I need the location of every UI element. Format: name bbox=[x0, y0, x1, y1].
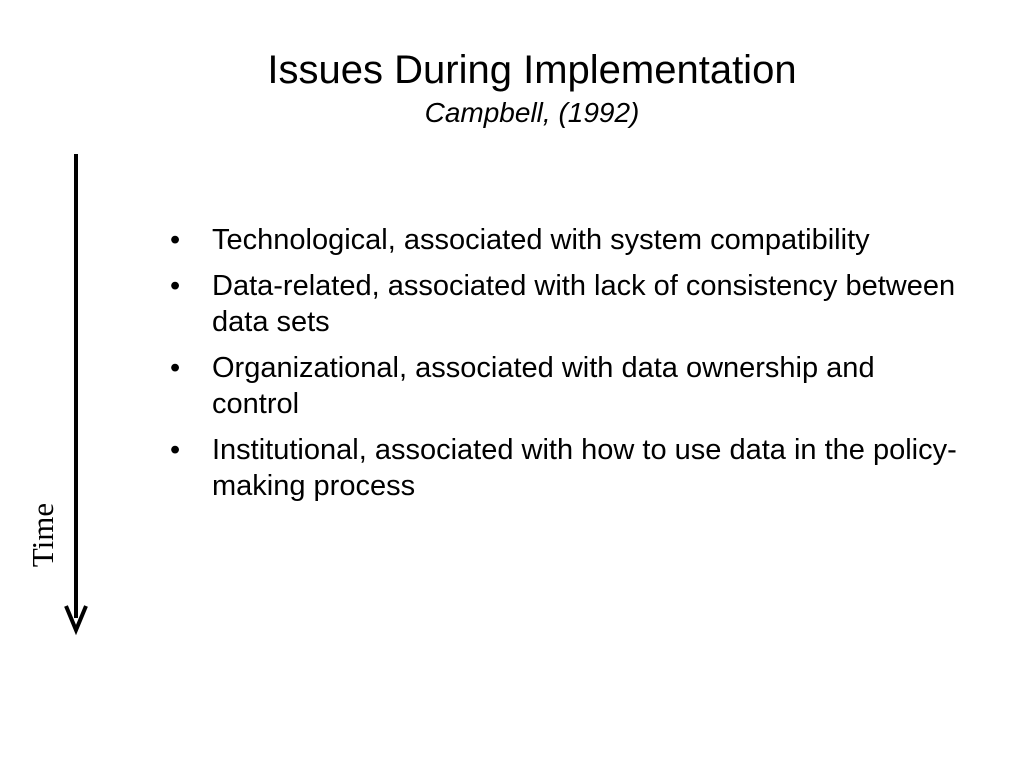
bullet-item-data-related bbox=[168, 268, 968, 340]
timeline bbox=[0, 0, 120, 768]
bullet-marker: • bbox=[170, 270, 181, 302]
slide-title: Issues During Implementation bbox=[267, 48, 797, 92]
bullet-item-institutional bbox=[168, 432, 968, 504]
bullet-text: Organizational, associated with data ownership and control bbox=[212, 352, 875, 420]
bullet-marker: • bbox=[170, 352, 181, 384]
title-block bbox=[0, 44, 1024, 130]
bullet-text: Data-related, associated with lack of consistency between data sets bbox=[212, 270, 956, 338]
bullet-list bbox=[168, 222, 968, 514]
slide-subtitle: Campbell, (1992) bbox=[424, 97, 640, 128]
bullet-item-technological bbox=[168, 222, 968, 258]
down-arrow-icon bbox=[0, 0, 120, 768]
bullet-item-organizational bbox=[168, 350, 968, 422]
bullet-marker: • bbox=[170, 434, 181, 466]
bullet-marker: • bbox=[170, 224, 181, 256]
bullet-text: Technological, associated with system compatibility bbox=[212, 224, 870, 256]
time-label: Time bbox=[25, 502, 60, 568]
bullet-text: Institutional, associated with how to use data in the policy-making process bbox=[212, 434, 957, 502]
